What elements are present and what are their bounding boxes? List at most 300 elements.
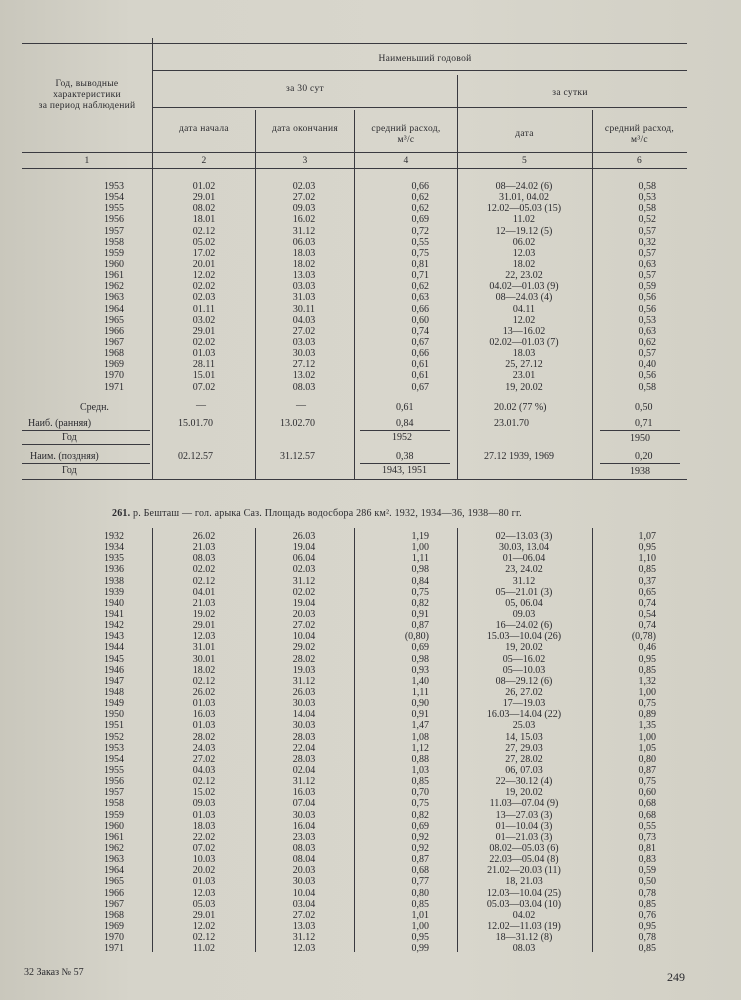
table-cell: 0,63 <box>638 258 656 270</box>
table-cell: 1947 <box>104 675 124 687</box>
table-cell: 0,82 <box>411 809 429 821</box>
table-cell: 18, 21.03 <box>505 876 543 888</box>
table-cell: 0,95 <box>638 920 656 932</box>
table-cell: 1945 <box>104 653 124 665</box>
table-cell: 12.03—10.04 (25) <box>486 887 562 899</box>
table-cell: 16.04 <box>292 820 316 832</box>
max-q30: 0,84 <box>396 418 414 429</box>
table-cell: 0,75 <box>411 247 429 259</box>
table-cell: 27.02 <box>292 325 316 337</box>
t2-vline-5 <box>592 528 593 952</box>
table-cell: 1940 <box>104 597 124 609</box>
table-cell: 27.02 <box>292 192 316 204</box>
table-cell: 14.04 <box>292 709 316 721</box>
table-cell: 14, 15.03 <box>505 731 543 743</box>
table-cell: 02.02 <box>292 586 316 598</box>
rule-under-main <box>152 70 687 71</box>
table-cell: 10.04 <box>292 887 316 899</box>
header-date: дата <box>515 129 534 139</box>
table-cell: 1966 <box>104 325 124 337</box>
table-cell: 29.01 <box>192 192 216 204</box>
table-cell: 02.02—01.03 (7) <box>489 336 559 348</box>
table-cell: 19, 20.02 <box>505 787 543 799</box>
table-cell: 0,91 <box>411 608 429 620</box>
min-label-rule <box>22 463 150 464</box>
table-cell: 13.03 <box>292 920 316 932</box>
table-cell: 20.03 <box>292 865 316 877</box>
table-cell: 08.04 <box>292 854 316 866</box>
table-cell: 29.01 <box>192 620 216 632</box>
t2-col-date <box>460 531 588 954</box>
table-cell: 0,61 <box>411 370 429 382</box>
table-cell: 1968 <box>104 909 124 921</box>
table-cell: 0,70 <box>411 787 429 799</box>
table-cell: 1959 <box>104 247 124 259</box>
table-cell: 08.03 <box>292 381 316 393</box>
table-cell: 0,40 <box>638 359 656 371</box>
table-cell: 1948 <box>104 686 124 698</box>
table-cell: 0,66 <box>411 181 429 192</box>
table-cell: 1952 <box>104 731 124 743</box>
t1-col-qday <box>596 181 656 393</box>
table-cell: 30.11 <box>292 303 316 315</box>
table-cell: 26.03 <box>292 686 316 698</box>
table-cell: (0,80) <box>404 631 429 643</box>
table-cell: 29.01 <box>192 909 216 921</box>
t2-col-qday <box>596 531 656 954</box>
table-cell: 02.02 <box>192 281 216 293</box>
table-cell: 0,81 <box>638 842 656 854</box>
table-cell: 0,57 <box>638 225 656 237</box>
max-label-rule <box>22 430 150 431</box>
table-cell: 01.03 <box>192 720 216 732</box>
table-cell: 21.02—20.03 (11) <box>487 865 561 877</box>
table-cell: 12—19.12 (5) <box>495 225 553 237</box>
table-cell: 0,75 <box>411 798 429 810</box>
table-cell: 07.02 <box>192 381 216 393</box>
max-end: 13.02.70 <box>280 418 315 429</box>
table-cell: 0,78 <box>638 932 656 944</box>
table-cell: 09.03 <box>192 798 216 810</box>
t1-col-start <box>158 181 250 393</box>
t2-col-start <box>158 531 250 954</box>
table-cell: 1963 <box>104 292 124 304</box>
table-cell: 30.03 <box>292 809 316 821</box>
max-q30-rule <box>360 430 450 431</box>
table-cell: 1,32 <box>638 675 656 687</box>
table-cell: 29.02 <box>292 642 316 654</box>
table-cell: 1,35 <box>638 720 656 732</box>
table-cell: 0,68 <box>638 809 656 821</box>
table-cell: 19, 20.02 <box>505 642 543 654</box>
table-cell: 01.03 <box>192 348 216 360</box>
table-cell: 0,92 <box>411 831 429 843</box>
t1-col-end <box>258 181 350 393</box>
table-cell: 0,62 <box>411 203 429 215</box>
min-year-qday: 1938 <box>630 466 650 477</box>
table-cell: 1958 <box>104 236 124 248</box>
table-cell: 0,58 <box>638 381 656 393</box>
table-cell: 1,12 <box>411 742 429 754</box>
table-cell: 12.02 <box>192 270 216 282</box>
min-year-q30: 1943, 1951 <box>382 465 427 476</box>
table-cell: 1,11 <box>411 686 429 698</box>
table-cell: 1968 <box>104 348 124 360</box>
table-cell: 0,90 <box>411 698 429 710</box>
table-cell: 0,71 <box>411 270 429 282</box>
table-cell: 12.03 <box>192 887 216 899</box>
table-cell: 02.12 <box>192 225 216 237</box>
table-cell: 0,55 <box>638 820 656 832</box>
table-cell: 31.12 <box>292 932 316 944</box>
table-cell: 11.02 <box>192 943 216 955</box>
table-cell: 01.03 <box>192 876 216 888</box>
max-start: 15.01.70 <box>178 418 213 429</box>
table-cell: 18.02 <box>292 258 316 270</box>
table-cell: 09.03 <box>292 203 316 215</box>
table-cell: 0,52 <box>638 214 656 226</box>
min-end: 31.12.57 <box>280 451 315 462</box>
table-cell: 0,99 <box>411 943 429 955</box>
table-cell: 0,91 <box>411 709 429 721</box>
table-cell: 22—30.12 (4) <box>495 776 553 788</box>
table-cell: 27.12 <box>292 359 316 371</box>
min-label: Наим. (поздняя) <box>30 451 99 462</box>
table-cell: 09.03 <box>512 608 536 620</box>
table-cell: 1,11 <box>411 553 429 565</box>
table-cell: 08.03 <box>512 943 536 955</box>
avg-label: Средн. <box>80 402 109 413</box>
t2-vline-4 <box>457 528 458 952</box>
table-cell: 0,61 <box>411 359 429 371</box>
table-cell: 0,75 <box>638 776 656 788</box>
table-cell: 18.03 <box>192 820 216 832</box>
table-cell: 0,76 <box>638 909 656 921</box>
table-cell: 01.11 <box>192 303 216 315</box>
table-cell: 25, 27.12 <box>505 359 543 371</box>
table-cell: 25.03 <box>512 720 536 732</box>
table-cell: 0,59 <box>638 281 656 293</box>
section-text: р. Бешташ — гол. арыка Саз. Площадь водосбора 286 км². 1932, 1934—36, 1938—80 гг. <box>133 508 522 519</box>
table-cell: 13—27.03 (3) <box>495 809 553 821</box>
table-cell: 30.03 <box>292 720 316 732</box>
table-cell: 31.12 <box>292 225 316 237</box>
t2-col-year <box>64 531 124 954</box>
table-cell: 0,72 <box>411 225 429 237</box>
table-cell: 02.12 <box>192 776 216 788</box>
table-cell: 0,53 <box>638 192 656 204</box>
table-cell: 1,47 <box>411 720 429 732</box>
table-cell: 0,56 <box>638 370 656 382</box>
table-cell: 28.11 <box>192 359 216 371</box>
table-cell: 1960 <box>104 820 124 832</box>
table-cell: 06.03 <box>292 236 316 248</box>
table-cell: 0,78 <box>638 887 656 899</box>
table-cell: 12.02—05.03 (15) <box>486 203 562 215</box>
table-cell: 1971 <box>104 943 124 955</box>
table-cell: 0,74 <box>638 597 656 609</box>
table-cell: 08.02 <box>192 203 216 215</box>
table-cell: 12.03 <box>192 631 216 643</box>
table-cell: 0,85 <box>638 664 656 676</box>
header-q30: средний расход, м³/с <box>371 124 441 145</box>
header-end: дата окончания <box>271 124 339 134</box>
t1-vline-3 <box>354 168 355 480</box>
min-q30-rule <box>360 463 450 464</box>
table-cell: 0,32 <box>638 236 656 248</box>
table-cell: 13.03 <box>292 270 316 282</box>
table-cell: 0,82 <box>411 597 429 609</box>
min-start: 02.12.57 <box>178 451 213 462</box>
avg-start: — <box>196 400 206 411</box>
table-cell: 01.03 <box>192 809 216 821</box>
table-cell: 1962 <box>104 281 124 293</box>
table-cell: 23.03 <box>292 831 316 843</box>
table-cell: 31.01, 04.02 <box>499 192 549 204</box>
table-cell: 17—19.03 <box>502 698 546 710</box>
table-cell: 1965 <box>104 876 124 888</box>
table-cell: 26.02 <box>192 686 216 698</box>
table-cell: 0,85 <box>638 564 656 576</box>
table-cell: 1,03 <box>411 764 429 776</box>
table-cell: 12.02—11.03 (19) <box>487 920 561 932</box>
table-cell: 05.03 <box>192 898 216 910</box>
table-cell: 01.02 <box>192 181 216 192</box>
table-cell: 1953 <box>104 181 124 192</box>
avg-end: — <box>296 400 306 411</box>
table-cell: 16.03—14.04 (22) <box>486 709 562 721</box>
table-cell: 19, 20.02 <box>505 381 543 393</box>
table-cell: 1962 <box>104 842 124 854</box>
table-cell: 0,77 <box>411 876 429 888</box>
table-cell: 22, 23.02 <box>505 270 543 282</box>
table-cell: 0,57 <box>638 348 656 360</box>
t2-col-q30 <box>357 531 429 954</box>
table-cell: 1,08 <box>411 731 429 743</box>
table-cell: 1954 <box>104 753 124 765</box>
table-cell: 30.03 <box>292 698 316 710</box>
table-cell: 0,87 <box>638 764 656 776</box>
table-cell: 1935 <box>104 553 124 565</box>
t2-vline-3 <box>354 528 355 952</box>
table-cell: 0,56 <box>638 292 656 304</box>
max-year-qday: 1950 <box>630 433 650 444</box>
table-cell: 15.02 <box>192 787 216 799</box>
table-cell: 04.11 <box>512 303 536 315</box>
table-cell: 0,89 <box>638 709 656 721</box>
table-cell: 1958 <box>104 798 124 810</box>
table-cell: 12.02 <box>192 920 216 932</box>
table-cell: 1953 <box>104 742 124 754</box>
header-qday: средний расход, м³/с <box>604 124 675 145</box>
table-cell: 0,92 <box>411 842 429 854</box>
table-cell: 30.03 <box>292 348 316 360</box>
table-cell: 12.02 <box>512 314 536 326</box>
table-cell: 1969 <box>104 920 124 932</box>
table1-bottom-rule <box>22 479 687 480</box>
table-cell: 03.02 <box>192 314 216 326</box>
table-cell: 30.03 <box>292 876 316 888</box>
t1-col-date <box>460 181 588 393</box>
table-cell: 28.02 <box>192 731 216 743</box>
avg-q30: 0,61 <box>396 402 414 413</box>
table-cell: 16—24.02 (6) <box>495 620 553 632</box>
table-cell: 1939 <box>104 586 124 598</box>
min-year-label: Год <box>62 465 77 476</box>
table-cell: 1946 <box>104 664 124 676</box>
table-cell: 0,66 <box>411 303 429 315</box>
table-cell: 18.02 <box>512 258 536 270</box>
table-cell: 03.04 <box>292 898 316 910</box>
table-cell: 01—10.04 (3) <box>495 820 553 832</box>
table-cell: 26.03 <box>292 531 316 542</box>
footer-left: 32 Заказ № 57 <box>24 967 84 978</box>
header-year-col: Год, выводные характеристики за период наблюдений <box>38 79 136 111</box>
table-cell: 0,59 <box>638 865 656 877</box>
page-number: 249 <box>667 970 685 984</box>
table-cell: 31.12 <box>292 675 316 687</box>
table-cell: 18.01 <box>192 214 216 226</box>
table-cell: 02.03 <box>292 181 316 192</box>
table-cell: 0,88 <box>411 753 429 765</box>
table-cell: 17.02 <box>192 247 216 259</box>
table-cell: 0,83 <box>638 854 656 866</box>
table-cell: 08.03 <box>192 553 216 565</box>
table-cell: 10.03 <box>192 854 216 866</box>
table-cell: 0,98 <box>411 564 429 576</box>
max-date: 23.01.70 <box>494 418 529 429</box>
table-cell: 1,19 <box>411 531 429 542</box>
table-cell: 1955 <box>104 203 124 215</box>
table-cell: 0,65 <box>638 586 656 598</box>
table-cell: 19.03 <box>292 664 316 676</box>
table-cell: 31.12 <box>512 575 536 587</box>
max-year-label: Год <box>62 432 77 443</box>
table-cell: 0,67 <box>411 381 429 393</box>
table-cell: 1,00 <box>638 731 656 743</box>
table-cell: 08.03 <box>292 842 316 854</box>
t1-vline-2 <box>255 168 256 480</box>
table-cell: 02.04 <box>292 764 316 776</box>
table-cell: 05, 06.04 <box>505 597 543 609</box>
table-cell: 05.03—03.04 (10) <box>486 898 562 910</box>
table-cell: 1,00 <box>638 686 656 698</box>
col-number-2: 2 <box>201 156 207 166</box>
table-cell: 28.03 <box>292 731 316 743</box>
table-cell: 02.12 <box>192 675 216 687</box>
table-cell: 1969 <box>104 359 124 371</box>
table-cell: 04.02—01.03 (9) <box>489 281 559 293</box>
table-cell: 0,60 <box>638 787 656 799</box>
table-cell: 02.12 <box>192 932 216 944</box>
rule-between-summary <box>22 444 150 445</box>
col-number-1: 1 <box>84 156 90 166</box>
table-cell: 11.02 <box>512 214 536 226</box>
table-cell: 13.02 <box>292 370 316 382</box>
table-cell: 1951 <box>104 720 124 732</box>
table-cell: 0,87 <box>411 620 429 632</box>
table-cell: 11.03—07.04 (9) <box>489 798 559 810</box>
max-qday: 0,71 <box>635 418 653 429</box>
table-cell: 0,69 <box>411 642 429 654</box>
table-cell: 19.04 <box>292 597 316 609</box>
table-cell: 08—29.12 (6) <box>495 675 553 687</box>
table-cell: 27.02 <box>292 620 316 632</box>
table-cell: 0,54 <box>638 608 656 620</box>
col-number-6: 6 <box>636 156 643 166</box>
table-cell: 31.01 <box>192 642 216 654</box>
table-cell: 0,62 <box>411 192 429 204</box>
table-cell: 05—21.01 (3) <box>495 586 553 598</box>
table-cell: 21.03 <box>192 597 216 609</box>
table-cell: 0,69 <box>411 820 429 832</box>
table-cell: 27, 29.03 <box>505 742 543 754</box>
table-cell: 05—10.03 <box>502 664 546 676</box>
table-cell: 1949 <box>104 698 124 710</box>
table-cell: 18.02 <box>192 664 216 676</box>
table-cell: 1942 <box>104 620 124 632</box>
table-cell: 0,73 <box>638 831 656 843</box>
table-cell: 08—24.03 (4) <box>495 292 553 304</box>
table-cell: 0,87 <box>411 854 429 866</box>
table-cell: 0,84 <box>411 575 429 587</box>
rule-above-numbers <box>22 152 687 153</box>
table-cell: 30.01 <box>192 653 216 665</box>
table-cell: 0,85 <box>638 943 656 955</box>
table-cell: 02.03 <box>292 564 316 576</box>
table-cell: 06, 07.03 <box>505 764 543 776</box>
table-cell: 02.03 <box>192 292 216 304</box>
table-cell: 0,68 <box>638 798 656 810</box>
table-cell: 19.02 <box>192 608 216 620</box>
table-cell: 0,62 <box>638 336 656 348</box>
table-cell: 07.02 <box>192 842 216 854</box>
table-cell: 1941 <box>104 608 124 620</box>
table-cell: 05—16.02 <box>502 653 546 665</box>
table-cell: 23, 24.02 <box>505 564 543 576</box>
table-cell: 0,74 <box>411 325 429 337</box>
table-cell: 0,75 <box>411 586 429 598</box>
table-cell: 0,46 <box>638 642 656 654</box>
table-cell: 1960 <box>104 258 124 270</box>
table-cell: 18—31.12 (8) <box>495 932 553 944</box>
table-cell: 0,57 <box>638 270 656 282</box>
header-divider-year <box>152 38 153 168</box>
table-cell: 22.04 <box>292 742 316 754</box>
top-rule <box>22 43 687 44</box>
table-cell: 1,07 <box>638 531 656 542</box>
col-number-3: 3 <box>302 156 308 166</box>
table-cell: 0,75 <box>638 698 656 710</box>
max-year-q30: 1952 <box>392 432 412 443</box>
table-cell: 1959 <box>104 809 124 821</box>
table-cell: 04.03 <box>292 314 316 326</box>
table-cell: 0,95 <box>638 542 656 554</box>
table-cell: 1965 <box>104 314 124 326</box>
table-cell: 15.01 <box>192 370 216 382</box>
table-cell: 0,60 <box>411 314 429 326</box>
table-cell: 1944 <box>104 642 124 654</box>
header-group-30: за 30 сут <box>286 84 324 94</box>
table-cell: 1,01 <box>411 909 429 921</box>
table-cell: 0,80 <box>411 887 429 899</box>
table-cell: 1954 <box>104 192 124 204</box>
table-cell: 0,68 <box>411 865 429 877</box>
table-cell: 23.01 <box>512 370 536 382</box>
table-cell: 0,93 <box>411 664 429 676</box>
t1-vline-5 <box>592 168 593 480</box>
table-cell: 0,50 <box>638 876 656 888</box>
